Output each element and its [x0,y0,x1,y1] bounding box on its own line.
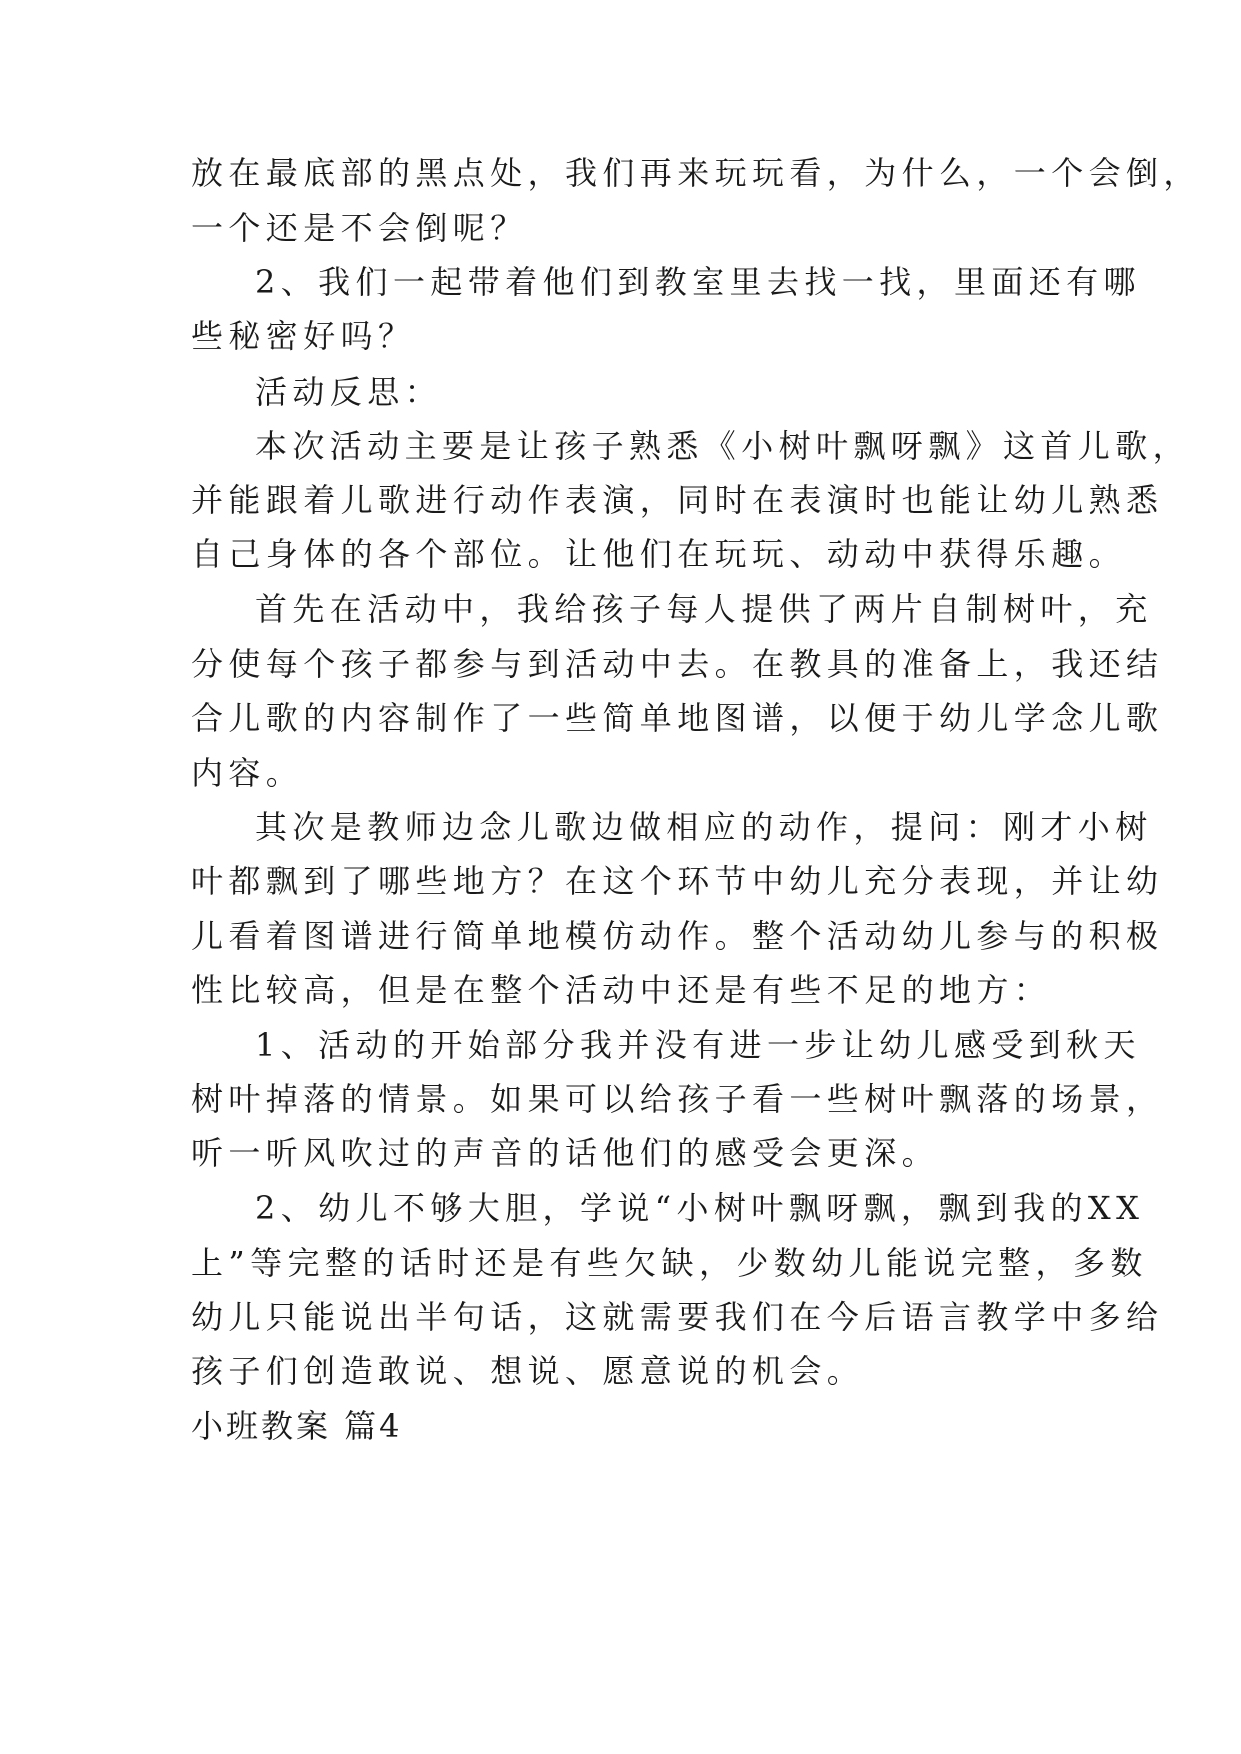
text-line: 一个还是不会倒呢？ [191,209,528,247]
text-line: 2、我们一起带着他们到教室里去找一找，里面还有哪 [255,263,1141,301]
section-title: 小班教案 篇4 [191,1407,403,1445]
text-line: 首先在活动中，我给孩子每人提供了两片自制树叶，充 [255,590,1153,628]
text-line: 自己身体的各个部位。让他们在玩玩、动动中获得乐趣。 [191,535,1127,573]
text-line: 幼儿只能说出半句话，这就需要我们在今后语言教学中多给 [191,1298,1164,1336]
text-line: 叶都飘到了哪些地方？在这个环节中幼儿充分表现，并让幼 [191,862,1164,900]
text-line: 性比较高，但是在整个活动中还是有些不足的地方： [191,971,1052,1009]
text-line: 些秘密好吗？ [191,317,416,355]
text-line: 1、活动的开始部分我并没有进一步让幼儿感受到秋天 [255,1026,1141,1064]
text-line: 儿看着图谱进行简单地模仿动作。整个活动幼儿参与的积极 [191,917,1164,955]
text-line: 树叶掉落的情景。如果可以给孩子看一些树叶飘落的场景， [191,1080,1164,1118]
text-line: 上”等完整的话时还是有些欠缺，少数幼儿能说完整，多数 [191,1244,1148,1282]
text-line: 听一听风吹过的声音的话他们的感受会更深。 [191,1134,940,1172]
text-line: 放在最底部的黑点处，我们再来玩玩看，为什么，一个会倒， [191,154,1201,192]
text-line: 孩子们创造敢说、想说、愿意说的机会。 [191,1352,865,1390]
text-line: 内容。 [191,754,304,792]
text-line: 合儿歌的内容制作了一些简单地图谱，以便于幼儿学念儿歌 [191,699,1164,737]
section-heading: 活动反思： [255,373,443,411]
text-line: 分使每个孩子都参与到活动中去。在教具的准备上，我还结 [191,645,1164,683]
text-line: 并能跟着儿歌进行动作表演，同时在表演时也能让幼儿熟悉 [191,481,1164,519]
text-line: 2、幼儿不够大胆，学说“小树叶飘呀飘，飘到我的XX [255,1189,1145,1227]
text-line: 其次是教师边念儿歌边做相应的动作，提问：刚才小树 [255,808,1153,846]
text-line: 本次活动主要是让孩子熟悉《小树叶飘呀飘》这首儿歌， [255,427,1191,465]
